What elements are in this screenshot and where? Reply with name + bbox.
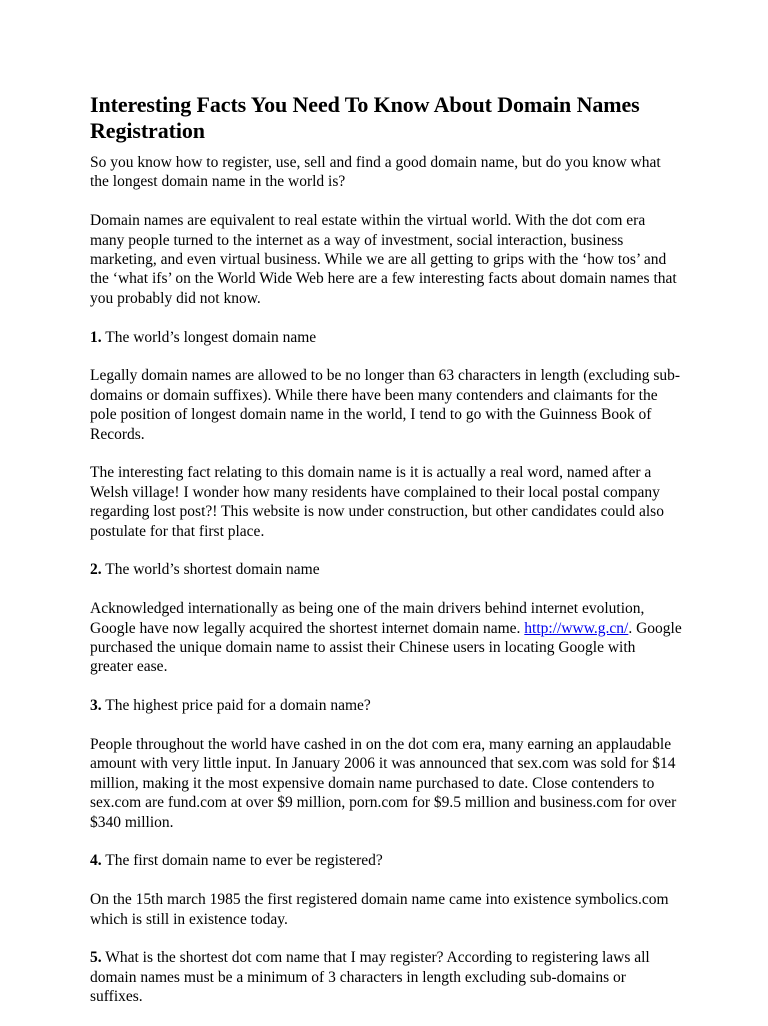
section-3-body: People throughout the world have cashed in on the dot com era, many earning an applaudable amount with very little input. In January 2006 it was announced that sex.com was sold for $14 million, making it the most expensive domain name purchased to date. Close contenders to sex.com are fund.com at over $9 million, porn.com for $9.5 million and business.com for over $340 million. xyxy=(90,736,677,831)
section-4-heading xyxy=(90,851,682,870)
section-number: 5. xyxy=(90,949,102,967)
section-1-body-1: Legally domain names are allowed to be no longer than 63 characters in length (excluding sub-domains or domain suffixes). While there have been many contenders and claimants for the pole position of longest domain name in the world, I tend to go with the Guinness Book of Records. xyxy=(90,367,681,443)
section-1-heading xyxy=(90,328,682,347)
section-heading-text: The world’s shortest domain name xyxy=(101,561,320,579)
section-heading-text: What is the shortest dot com name that I may register? According to registering laws all domain names must be a minimum of 3 characters in length excluding sub-domains or suffixes. xyxy=(90,949,650,1006)
section-4-body: On the 15th march 1985 the first registered domain name came into existence symbolics.com which is still in existence today. xyxy=(90,891,669,928)
section-2-heading xyxy=(90,560,682,579)
section-heading-text: The world’s longest domain name xyxy=(101,328,317,346)
section-2-body xyxy=(90,599,682,677)
google-cn-link[interactable]: http://www.g.cn/ xyxy=(524,619,629,637)
section-number: 4. xyxy=(90,852,102,870)
section-number: 2. xyxy=(90,561,102,579)
intro-paragraph: So you know how to register, use, sell and find a good domain name, but do you know what the longest domain name in the world is? xyxy=(90,154,661,191)
document-page xyxy=(90,92,682,1026)
section-number: 1. xyxy=(90,328,102,346)
section-heading-text: The first domain name to ever be registered? xyxy=(101,852,383,870)
section-5-paragraph xyxy=(90,948,682,1006)
page-title: Interesting Facts You Need To Know About Domain Names Registration xyxy=(90,92,640,143)
body-text: Acknowledged internationally as being one of the main drivers behind internet evolution, Google have now legally acquired the shortest internet domain name. xyxy=(90,600,645,637)
overview-paragraph: Domain names are equivalent to real estate within the virtual world. With the dot com era many people turned to the internet as a way of investment, social interaction, business marketing, and even virtual business. While we are all getting to grips with the ‘how tos’ and the ‘what ifs’ on the World Wide Web here are a few interesting facts about domain names that you probably did not know. xyxy=(90,212,677,307)
section-heading-text: The highest price paid for a domain name? xyxy=(101,697,371,715)
section-3-heading xyxy=(90,696,682,715)
body-text: . Google purchased the unique domain name to assist their Chinese users in locating Google with greater ease. xyxy=(90,619,682,676)
section-number: 3. xyxy=(90,697,102,715)
section-1-body-2: The interesting fact relating to this domain name is it is actually a real word, named after a Welsh village! I wonder how many residents have complained to their local postal company regarding lost post?! This website is now under construction, but other candidates could also postulate for that first place. xyxy=(90,464,664,540)
